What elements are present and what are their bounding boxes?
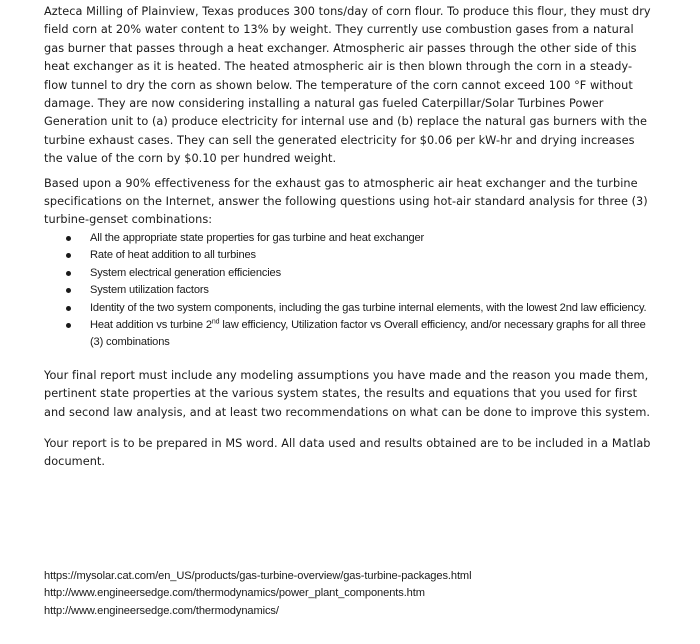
link-engineersedge-thermo[interactable]: http://www.engineersedge.com/thermodynamics/ <box>44 604 279 617</box>
bullet-icon <box>66 271 71 276</box>
bullet-icon <box>66 253 71 258</box>
bullet-icon <box>66 236 71 241</box>
problem-statement-paragraph: Azteca Milling of Plainview, Texas produces 300 tons/day of corn flour. To produce this flour, they must dry field corn at 20% water content to 13% by weight. They currently use combustion gases from a natural gas burner that passes through a heat exchanger. Atmospheric air passes through the other side of this heat exchanger as it is heated. The heated atmospheric air is then blown through the corn in a steady-flow tunnel to dry the corn as shown below. The temperature of the corn cannot exceed 100 °F without damage. They are now considering installing a natural gas fueled Caterpillar/Solar Turbines Power Generation unit to (a) produce electricity for internal use and (b) replace the natural gas burners with the turbine exhaust cases. They can sell the generated electricity for $0.06 per kW-hr and drying increases the value of the corn by $0.10 per hundred weight. <box>44 5 651 166</box>
instructions-paragraph: Based upon a 90% effectiveness for the exhaust gas to atmospheric air heat exchanger and the turbine specifications on the Internet, answer the following questions using hot-air standard analysis for three (3) turbine-genset combinations: <box>44 176 648 227</box>
list-item <box>66 317 652 352</box>
bullet-icon <box>66 288 71 293</box>
bullet-icon <box>66 323 71 328</box>
report-requirements-paragraph: Your final report must include any modeling assumptions you have made and the reason you made them, pertinent state properties at the various system states, the results and equations that you used for first and second law analysis, and at least two recommendations on what can be done to improve this system. <box>44 368 651 419</box>
reference-links <box>44 568 654 620</box>
bullet-text-superscript: Heat addition vs turbine 2nd law efficiency, Utilization factor vs Overall efficiency, and/or necessary graphs for all three (3) combinations <box>90 318 646 349</box>
link-solar-turbines[interactable]: https://mysolar.cat.com/en_US/products/gas-turbine-overview/gas-turbine-packages.html <box>44 570 472 582</box>
bullet-icon <box>66 306 71 311</box>
list-item: Rate of heat addition to all turbines <box>66 247 652 264</box>
list-item: System electrical generation efficiencies <box>66 265 652 282</box>
document-body <box>44 3 652 472</box>
list-item: System utilization factors <box>66 282 652 299</box>
requirements-list <box>44 230 652 352</box>
list-item: All the appropriate state properties for gas turbine and heat exchanger <box>66 230 652 247</box>
report-format-paragraph: Your report is to be prepared in MS word. All data used and results obtained are to be included in a Matlab document. <box>44 436 651 469</box>
link-engineersedge-components[interactable]: http://www.engineersedge.com/thermodynamics/power_plant_components.htm <box>44 587 425 600</box>
list-item: Identity of the two system components, including the gas turbine internal elements, with the lowest 2nd law efficiency. <box>66 300 652 317</box>
